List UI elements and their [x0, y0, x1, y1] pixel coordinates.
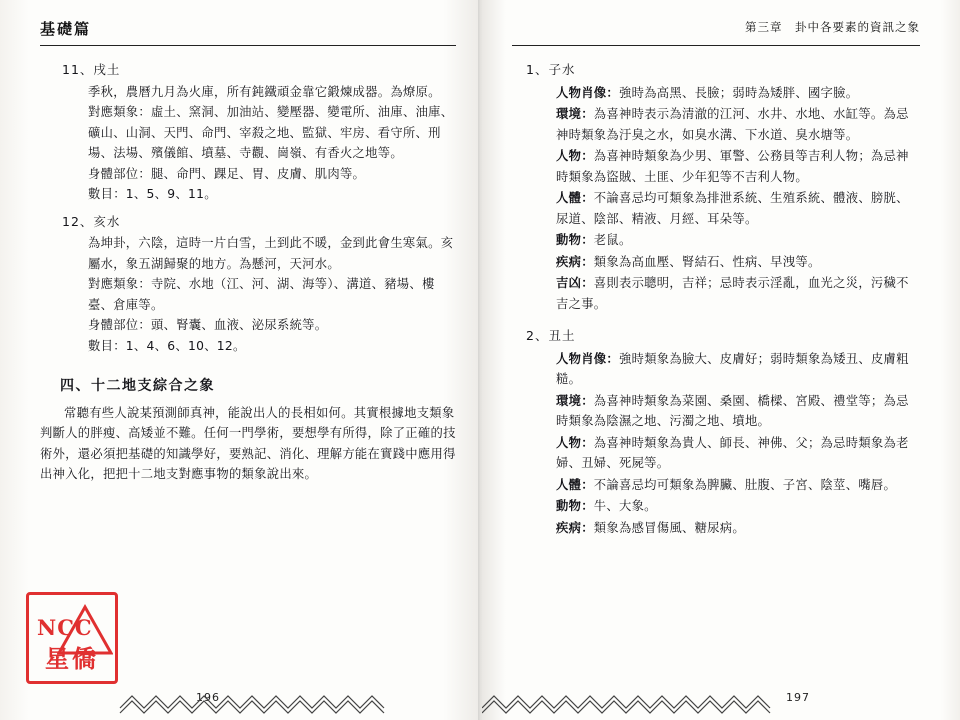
item-label: 動物：: [556, 499, 594, 513]
item-text: 不論喜忌均可類象為排泄系統、生殖系統、體液、膀胱、尿道、陰部、精液、月經、耳朵等。: [556, 191, 909, 226]
item-label: 環境：: [556, 393, 594, 408]
group-item: [512, 433, 920, 474]
left-header-title: 基礎篇: [40, 20, 92, 38]
entry-field: [40, 102, 456, 164]
entry-heading: 12、亥水: [62, 213, 121, 229]
footer-ornament: [0, 688, 482, 714]
footer-ornament: [482, 688, 960, 714]
item-text: 強時為高黑、長臉；弱時為矮胖、國字臉。: [619, 85, 859, 100]
left-body: [40, 60, 456, 485]
item-text: 為喜神時表示為清澈的江河、水井、水地、水缸等。為忌神時類象為汙臭之水，如臭水溝、下水道、臭水塘等。: [556, 107, 909, 142]
entry-heading: 11、戌土: [62, 62, 121, 77]
item-label: 人體：: [556, 191, 594, 205]
item-text: 類象為感冒傷風、糖尿病。: [593, 520, 745, 535]
header-rule: [40, 45, 456, 46]
item-text: 為喜神時類象為菜園、桑園、橋樑、宮殿、禮堂等；為忌時類象為陰濕之地、污濁之地、墳地。: [556, 393, 909, 428]
item-text: 牛、大象。: [593, 499, 657, 513]
group-item: [512, 273, 920, 314]
field-label: 數目：: [88, 187, 126, 201]
item-label: 動物：: [556, 233, 594, 247]
field-label: 身體部位：: [88, 166, 151, 181]
field-text: 頭、腎囊、血液、泌尿系統等。: [151, 318, 328, 332]
field-label: 對應類象：: [88, 105, 151, 119]
item-label: 人物：: [556, 149, 594, 163]
item-text: 類象為高血壓、腎結石、性病、早洩等。: [593, 254, 821, 269]
group-item: [512, 230, 920, 251]
entry-field: [40, 274, 456, 315]
header-rule: [512, 45, 920, 46]
group-spacer: [512, 315, 920, 324]
section-title: 四、十二地支綜合之象: [60, 378, 215, 394]
item-text: 老鼠。: [593, 233, 632, 247]
item-label: 人物肖像：: [556, 85, 619, 100]
right-page: [482, 0, 960, 720]
group-item: [512, 349, 920, 390]
stamp-line1: NCC: [37, 615, 93, 640]
right-running-head: [512, 18, 920, 48]
group-item: [512, 252, 920, 273]
group-item: [512, 391, 920, 432]
item-text: 不論喜忌均可類象為脾臟、肚腹、子宮、陰莖、嘴唇。: [593, 477, 897, 492]
entry-field: [40, 164, 456, 185]
stamp-line2: 星僑: [45, 645, 99, 673]
item-text: 喜則表示聰明，吉祥；忌時表示淫亂，血光之災，污穢不吉之事。: [556, 276, 909, 311]
item-label: 人體：: [556, 477, 594, 492]
field-label: 對應類象：: [88, 277, 151, 291]
group-item: [512, 188, 920, 229]
entry-field: [40, 336, 456, 357]
left-page-number: 196: [196, 691, 220, 704]
ncc-stamp: [26, 592, 118, 684]
right-header-title: 第三章 卦中各要素的資訊之象: [745, 20, 920, 34]
field-text: 1、4、6、10、12。: [125, 338, 246, 353]
item-label: 環境：: [556, 107, 594, 121]
item-text: 為喜神時類象為少男、軍警、公務員等吉利人物；為忌神時類象為盜賊、土匪、少年犯等不吉利人物。: [556, 149, 909, 184]
item-label: 人物：: [556, 435, 594, 450]
field-label: 身體部位：: [88, 318, 151, 332]
field-label: 數目：: [88, 338, 126, 353]
field-text: 1、5、9、11。: [125, 187, 217, 201]
item-label: 疾病：: [556, 254, 594, 269]
entry-intro: 季秋，農曆九月為火庫，所有鈍鐵頑金靠它鍛煉成器。為燎原。: [88, 84, 441, 99]
field-text: 寺院、水地（江、河、湖、海等）、溝道、豬場、樓臺、倉庫等。: [88, 277, 435, 312]
entry-field: [40, 184, 456, 205]
field-text: 腿、命門、踝足、胃、皮膚、肌肉等。: [151, 166, 366, 181]
item-label: 吉凶：: [556, 276, 594, 290]
group-item: [512, 83, 920, 104]
section-paragraph: 常聽有些人說某預測師真神，能說出人的長相如何。其實根據地支類象判斷人的胖瘦、高矮並不難。任何一門學術，要想學有所得，除了正確的技術外，還必須把基礎的知識學好，要熟記、消化、理解方能在實踐中應用得出神入化，把把十二地支對應事物的類象說出來。: [40, 405, 456, 481]
item-label: 疾病：: [556, 520, 594, 535]
left-running-head: [40, 18, 456, 48]
group-item: [512, 104, 920, 145]
group-item: [512, 518, 920, 539]
entry-intro: 為坤卦，六陰，這時一片白雪，土到此不暖，金到此會生寒氣。亥屬水，象五湖歸聚的地方。為懸河，天河水。: [88, 236, 454, 271]
group-item: [512, 475, 920, 496]
right-page-number: 197: [786, 691, 810, 704]
right-body: [512, 60, 920, 538]
group-item: [512, 146, 920, 187]
item-text: 為喜神時類象為貴人、師長、神佛、父；為忌時類象為老婦、丑婦、死屍等。: [556, 435, 909, 470]
field-text: 虛土、窯洞、加油站、變壓器、變電所、油庫、油庫、礦山、山洞、天門、命門、宰殺之地、監獄、牢房、看守所、刑場、法場、殯儀館、墳墓、寺觀、崗嶺、有香火之地等。: [88, 105, 454, 160]
group-heading: 2、丑土: [526, 328, 576, 343]
entry-field: [40, 315, 456, 336]
item-label: 人物肖像：: [556, 351, 619, 366]
group-heading: 1、子水: [526, 62, 576, 77]
group-item: [512, 496, 920, 517]
item-text: 強時類象為臉大、皮膚好；弱時類象為矮丑、皮膚粗糙。: [556, 351, 909, 386]
